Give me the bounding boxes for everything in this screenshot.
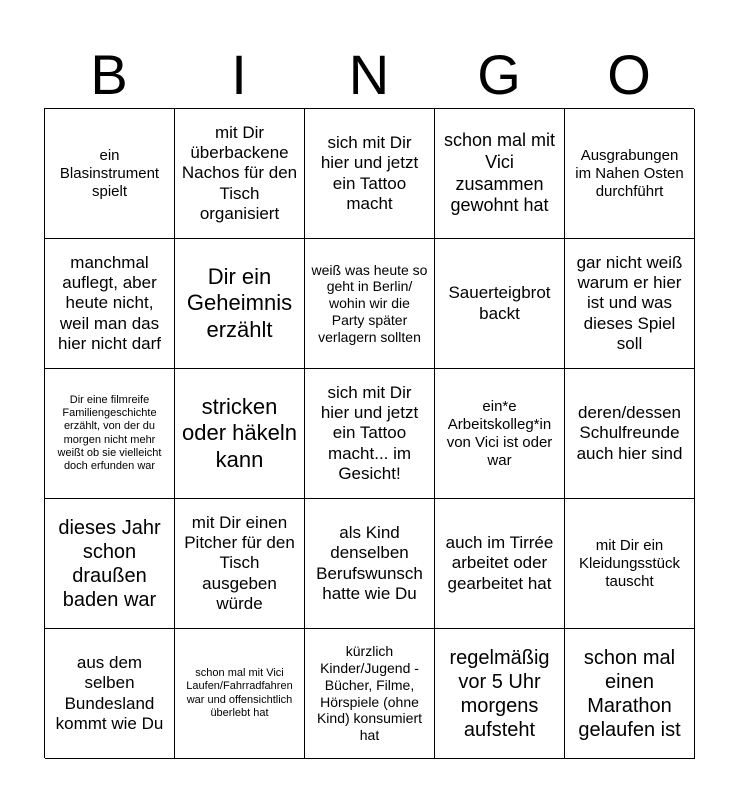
bingo-cell: auch im Tirrée arbeitet oder gearbeitet hat: [435, 499, 565, 629]
bingo-cell: mit Dir überbackene Nachos für den Tisch organisiert: [175, 109, 305, 239]
header-letter-i: I: [231, 43, 247, 106]
bingo-header: [44, 44, 694, 106]
bingo-cell: schon mal mit Vici zusammen gewohnt hat: [435, 109, 565, 239]
bingo-cell: schon mal einen Marathon gelaufen ist: [565, 629, 695, 759]
bingo-cell: sich mit Dir hier und jetzt ein Tattoo macht... im Gesicht!: [305, 369, 435, 499]
bingo-cell: dieses Jahr schon draußen baden war: [45, 499, 175, 629]
header-letter-b: B: [90, 43, 128, 106]
bingo-cell: gar nicht weiß warum er hier ist und was dieses Spiel soll: [565, 239, 695, 369]
bingo-cell: deren/dessen Schulfreunde auch hier sind: [565, 369, 695, 499]
bingo-cell: aus dem selben Bundesland kommt wie Du: [45, 629, 175, 759]
header-letter-n: N: [348, 43, 390, 106]
bingo-cell: kürzlich Kinder/Jugend - Bücher, Filme, Hörspiele (ohne Kind) konsumiert hat: [305, 629, 435, 759]
header-letter-o: O: [607, 43, 651, 106]
bingo-cell: mit Dir einen Pitcher für den Tisch ausgeben würde: [175, 499, 305, 629]
bingo-board: [44, 108, 694, 758]
bingo-cell: manchmal auflegt, aber heute nicht, weil man das hier nicht darf: [45, 239, 175, 369]
bingo-cell: schon mal mit Vici Laufen/Fahrradfahren war und offensichtlich überlebt hat: [175, 629, 305, 759]
bingo-cell: Sauerteigbrot backt: [435, 239, 565, 369]
header-letter-g: G: [477, 43, 521, 106]
bingo-cell: regelmäßig vor 5 Uhr morgens aufsteht: [435, 629, 565, 759]
bingo-cell: Ausgrabungen im Nahen Osten durchführt: [565, 109, 695, 239]
bingo-cell: ein Blasinstrument spielt: [45, 109, 175, 239]
bingo-cell: Dir ein Geheimnis erzählt: [175, 239, 305, 369]
bingo-cell: ein*e Arbeitskolleg*in von Vici ist oder war: [435, 369, 565, 499]
bingo-cell: mit Dir ein Kleidungsstück tauscht: [565, 499, 695, 629]
bingo-cell: sich mit Dir hier und jetzt ein Tattoo macht: [305, 109, 435, 239]
bingo-cell: Dir eine filmreife Familiengeschichte erzählt, von der du morgen nicht mehr weißt ob sie vielleicht doch erfunden war: [45, 369, 175, 499]
bingo-cell: als Kind denselben Berufswunsch hatte wie Du: [305, 499, 435, 629]
bingo-cell: weiß was heute so geht in Berlin/ wohin wir die Party später verlagern sollten: [305, 239, 435, 369]
bingo-cell: stricken oder häkeln kann: [175, 369, 305, 499]
